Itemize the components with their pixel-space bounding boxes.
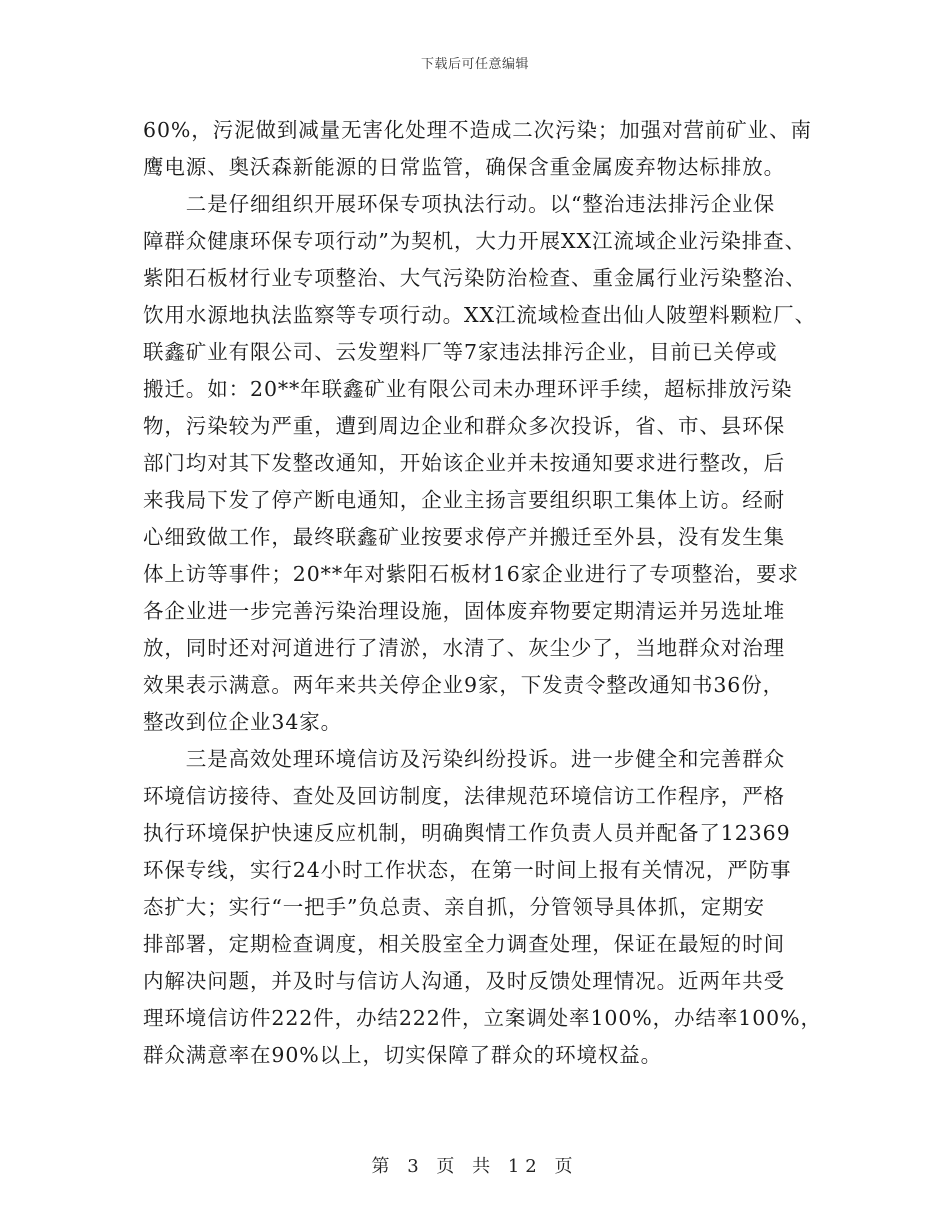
text-line: 物，污染较为严重，遭到周边企业和群众多次投诉，省、市、县环保 [143,414,785,438]
text-line: 鹰电源、奥沃森新能源的日常监管，确保含重金属废弃物达标排放。 [143,155,785,179]
text-line: 紫阳石板材行业专项整治、大气污染防治检查、重金属行业污染整治、 [143,266,807,290]
text-line: 各企业进一步完善污染治理设施，固体废弃物要定期清运并另选址堆 [143,599,785,623]
page-number-footer: 第 3 页 共 12 页 [371,1156,579,1177]
page-header: 下载后可任意编辑 [420,57,529,72]
text-line: 60%，污泥做到减量无害化处理不造成二次污染；加强对营前矿业、南 [143,118,812,142]
text-line: 部门均对其下发整改通知，开始该企业并未按通知要求进行整改，后 [143,451,785,475]
text-line: 障群众健康环保专项行动”为契机，大力开展XX江流域企业污染排查、 [143,229,806,253]
document-body [143,112,822,1074]
text-line: 体上访等事件；20**年对紫阳石板材16家企业进行了专项整治，要求 [143,562,799,586]
text-line: 群众满意率在90%以上，切实保障了群众的环境权益。 [143,1043,663,1067]
text-line: 放，同时还对河道进行了清淤，水清了、灰尘少了，当地群众对治理 [143,636,785,660]
text-line: 心细致做工作，最终联鑫矿业按要求停产并搬迁至外县，没有发生集 [143,525,785,549]
text-line: 来我局下发了停产断电通知，企业主扬言要组织职工集体上访。经耐 [143,488,785,512]
text-line: 联鑫矿业有限公司、云发塑料厂等7家违法排污企业，目前已关停或 [143,340,778,364]
text-line: 效果表示满意。两年来共关停企业9家，下发责令整改通知书36份， [143,673,785,697]
paragraph-start-line: 三是高效处理环境信访及污染纠纷投诉。进一步健全和完善群众 [143,747,785,771]
text-line: 理环境信访件222件，办结222件，立案调处率100%，办结率100%， [143,1006,822,1030]
text-line: 内解决问题，并及时与信访人沟通，及时反馈处理情况。近两年共受 [143,969,785,993]
text-line: 饮用水源地执法监察等专项行动。XX江流域检查出仙人陂塑料颗粒厂、 [143,303,816,327]
text-line: 执行环境保护快速反应机制，明确舆情工作负责人员并配备了12369 [143,821,791,845]
text-line: 整改到位企业34家。 [143,710,343,734]
text-line: 搬迁。如：20**年联鑫矿业有限公司未办理环评手续，超标排放污染 [143,377,793,401]
text-line: 环保专线，实行24小时工作状态，在第一时间上报有关情况，严防事 [143,858,792,882]
paragraph-start-line: 二是仔细组织开展环保专项执法行动。以“整治违法排污企业保 [143,192,775,216]
text-line: 环境信访接待、查处及回访制度，法律规范环境信访工作程序，严格 [143,784,785,808]
text-line: 态扩大；实行“一把手”负总责、亲自抓，分管领导具体抓，定期安 [143,895,765,919]
text-line: 排部署，定期检查调度，相关股室全力调查处理，保证在最短的时间 [143,932,785,956]
